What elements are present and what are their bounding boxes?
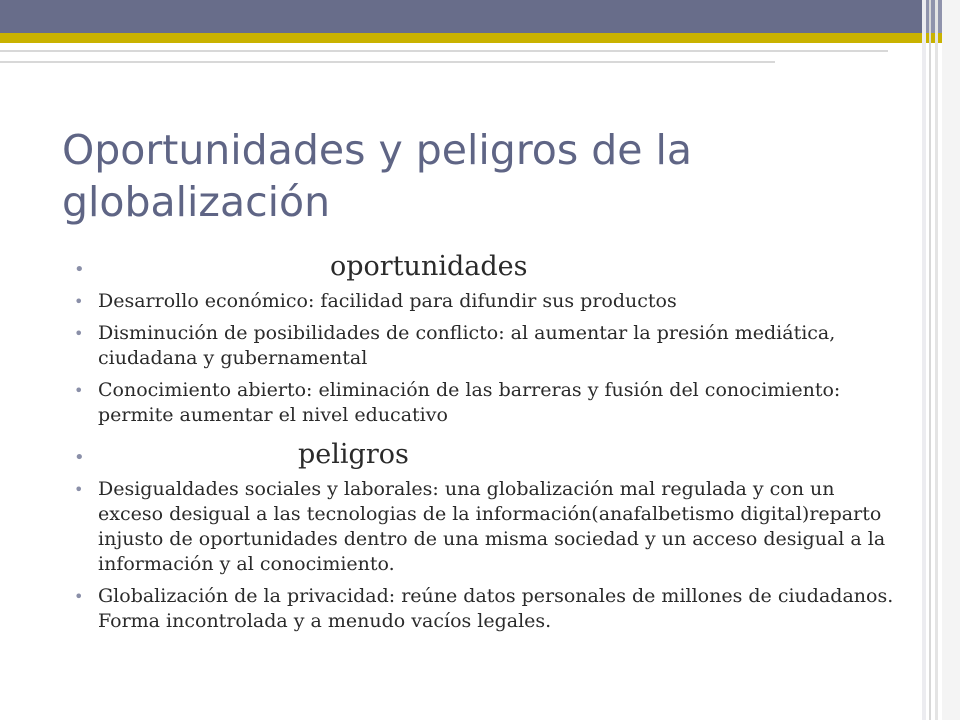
section-heading-dangers [74,435,904,475]
section-heading-text: oportunidades [330,251,528,282]
list-item-text: Globalización de la privacidad: reúne datos personales de millones de ciudadanos. Forma incontrolada y a menudo vacíos legales. [98,585,894,632]
right-strip [942,0,960,720]
bullet-list [74,247,904,641]
list-item-text: Desarrollo económico: facilidad para difundir sus productos [98,290,677,312]
gold-decorative-band [0,33,960,43]
list-item [74,477,904,577]
slide-title: Oportunidades y peligros de la globalización [62,126,693,226]
decorative-line-lower [0,61,775,63]
bullet-dot-icon: • [74,292,84,311]
list-item [74,289,904,314]
section-heading-opportunities [74,247,904,287]
right-strip [935,0,938,720]
list-item [74,378,904,428]
right-strip [929,0,931,720]
right-decorative-strips [922,0,960,720]
list-item-text: Desigualdades sociales y laborales: una globalización mal regulada y con un exceso desigual a las tecnologias de la información(anafalbetismo digital)reparto injusto de oportunidades dentro de una misma sociedad y un acceso desigual a la información y al conocimiento. [98,478,886,575]
section-heading-text: peligros [298,439,409,470]
bullet-dot-icon: • [74,324,84,343]
top-decorative-band [0,0,960,33]
list-item-text: Conocimiento abierto: eliminación de las barreras y fusión del conocimiento: permite aumentar el nivel educativo [98,379,841,426]
list-item [74,584,904,634]
bullet-dot-icon: • [74,587,84,606]
bullet-dot-icon: • [74,480,84,499]
list-item [74,321,904,371]
decorative-line-upper [0,50,888,52]
bullet-dot-icon: • [74,447,85,468]
list-item-text: Disminución de posibilidades de conflicto: al aumentar la presión mediática, ciudadana y gubernamental [98,322,836,369]
right-strip [922,0,926,720]
bullet-dot-icon: • [74,381,84,400]
bullet-dot-icon: • [74,259,85,280]
